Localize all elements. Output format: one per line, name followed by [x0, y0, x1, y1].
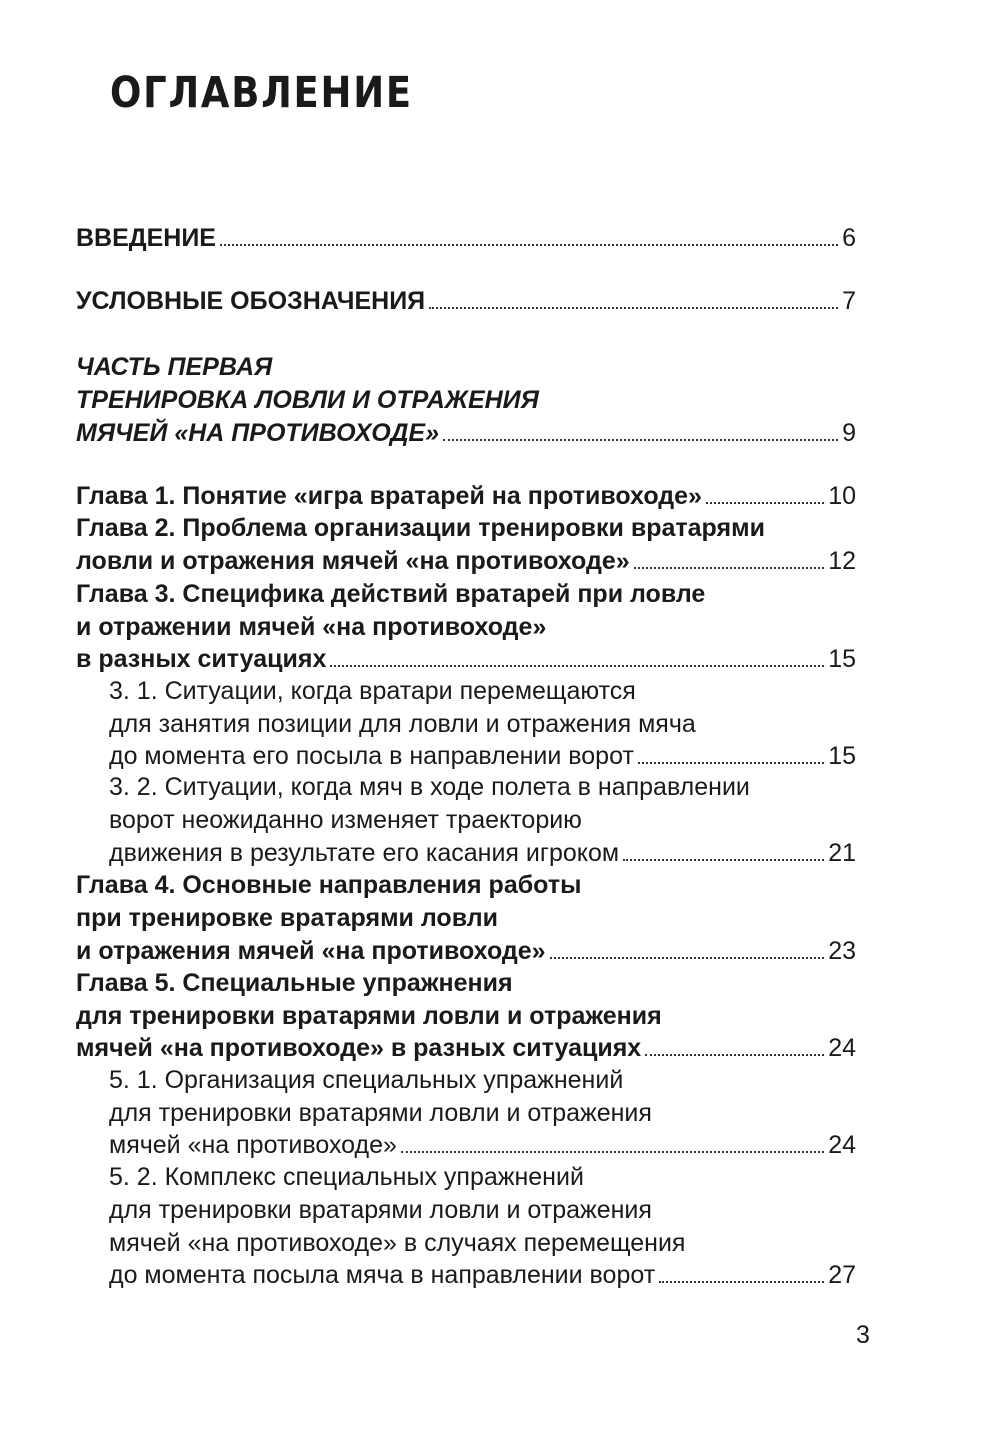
toc-entry-text: для тренировки вратарями ловли и отражения — [109, 1099, 652, 1127]
toc-page-number: 15 — [828, 645, 856, 673]
toc-entry-line — [109, 836, 856, 870]
toc-entry-text: в разных ситуациях — [76, 645, 327, 673]
toc-entry-line — [109, 674, 856, 708]
toc-entry-line — [109, 803, 856, 837]
dot-leader — [429, 305, 838, 309]
toc-page-number: 27 — [828, 1261, 856, 1289]
toc-entry-text: и отражения мячей «на противоходе» — [76, 937, 546, 965]
toc-page-number: 7 — [842, 287, 856, 315]
toc-entry-text: ВВЕДЕНИЕ — [76, 224, 216, 252]
toc-entry-text: МЯЧЕЙ «НА ПРОТИВОХОДЕ» — [76, 419, 440, 447]
toc-entry-text: мячей «на противоходе» в случаях перемещения — [109, 1229, 686, 1257]
toc-entry-line — [76, 642, 856, 676]
toc-entry-line — [76, 221, 856, 255]
page-number: 3 — [856, 1321, 870, 1349]
toc-page-number: 21 — [828, 839, 856, 867]
toc-entry-text: Глава 3. Специфика действий вратарей при ловле — [76, 580, 706, 608]
dot-leader — [220, 242, 838, 246]
toc-entry-text: Глава 2. Проблема организации тренировки вратарями — [76, 514, 765, 542]
toc-entry-line — [76, 868, 856, 902]
toc-entry-line — [76, 383, 856, 417]
toc-entry-line — [76, 934, 856, 968]
dot-leader — [443, 437, 838, 441]
toc-entry-line — [109, 1063, 856, 1097]
toc-entry-line — [109, 770, 856, 804]
toc-entry-text: 3. 1. Ситуации, когда вратари перемещаются — [109, 677, 636, 705]
toc-page-number: 6 — [842, 224, 856, 252]
toc-entry-text: при тренировке вратарями ловли — [76, 904, 498, 932]
toc-page-number: 24 — [828, 1034, 856, 1062]
toc-entry-line — [109, 1226, 856, 1260]
dot-leader — [623, 857, 824, 861]
toc-entry-line — [109, 1128, 856, 1162]
dot-leader — [401, 1149, 824, 1153]
toc-page-number: 23 — [828, 937, 856, 965]
toc-entry-text: Глава 1. Понятие «игра вратарей на противоходе» — [76, 482, 702, 510]
toc-entry-text: ворот неожиданно изменяет траекторию — [109, 806, 582, 834]
toc-entry-text: ТРЕНИРОВКА ЛОВЛИ И ОТРАЖЕНИЯ — [76, 386, 539, 414]
toc-entry-line — [76, 544, 856, 578]
dot-leader — [550, 955, 825, 959]
dot-leader — [330, 663, 824, 667]
toc-page-number: 15 — [828, 742, 856, 770]
toc-entry-text: Глава 4. Основные направления работы — [76, 871, 582, 899]
toc-entry-text: для занятия позиции для ловли и отражения мяча — [109, 710, 696, 738]
toc-entry-line — [76, 350, 856, 384]
toc-entry-text: для тренировки вратарями ловли и отражения — [76, 1002, 662, 1030]
toc-entry-text: до момента его посыла в направлении ворот — [109, 742, 634, 770]
toc-entry-text: и отражении мячей «на противоходе» — [76, 613, 547, 641]
toc-entry-line — [76, 479, 856, 513]
toc-page-number: 9 — [842, 419, 856, 447]
toc-entry-line — [76, 901, 856, 935]
toc-entry-text: мячей «на противоходе» в разных ситуациях — [76, 1034, 642, 1062]
toc-entry-line — [76, 577, 856, 611]
toc-entry-line — [109, 1258, 856, 1292]
toc-entry-text: Глава 5. Специальные упражнения — [76, 969, 513, 997]
toc-page-number: 12 — [828, 547, 856, 575]
dot-leader — [634, 565, 825, 569]
toc-entry-line — [76, 511, 856, 545]
toc-entry-line — [109, 1193, 856, 1227]
toc-entry-line — [76, 284, 856, 318]
toc-entry-text: мячей «на противоходе» — [109, 1131, 397, 1159]
page-title: ОГЛАВЛЕНИЕ — [110, 68, 413, 118]
toc-entry-line — [76, 999, 856, 1033]
dot-leader — [659, 1279, 824, 1283]
toc-entry-line — [76, 610, 856, 644]
dot-leader — [638, 760, 824, 764]
toc-entry-line — [109, 1096, 856, 1130]
toc-entry-text: 5. 1. Организация специальных упражнений — [109, 1066, 624, 1094]
toc-page-number: 10 — [828, 482, 856, 510]
toc-entry-text: движения в результате его касания игроком — [109, 839, 620, 867]
toc-entry-text: ловли и отражения мячей «на противоходе» — [76, 547, 630, 575]
toc-entry-text: для тренировки вратарями ловли и отражения — [109, 1196, 652, 1224]
toc-entry-line — [109, 739, 856, 773]
dot-leader — [645, 1052, 824, 1056]
toc-entry-line — [109, 1160, 856, 1194]
toc-entry-text: 5. 2. Комплекс специальных упражнений — [109, 1163, 584, 1191]
toc-entry-text: ЧАСТЬ ПЕРВАЯ — [76, 353, 273, 381]
toc-entry-text: 3. 2. Ситуации, когда мяч в ходе полета в направлении — [109, 773, 750, 801]
dot-leader — [706, 500, 824, 504]
toc-entry-text: до момента посыла мяча в направлении ворот — [109, 1261, 656, 1289]
toc-entry-line — [76, 1031, 856, 1065]
toc-entry-line — [76, 966, 856, 1000]
toc-entry-text: УСЛОВНЫЕ ОБОЗНАЧЕНИЯ — [76, 287, 426, 315]
toc-entry-line — [109, 707, 856, 741]
toc-page-number: 24 — [828, 1131, 856, 1159]
toc-entry-line — [76, 416, 856, 450]
